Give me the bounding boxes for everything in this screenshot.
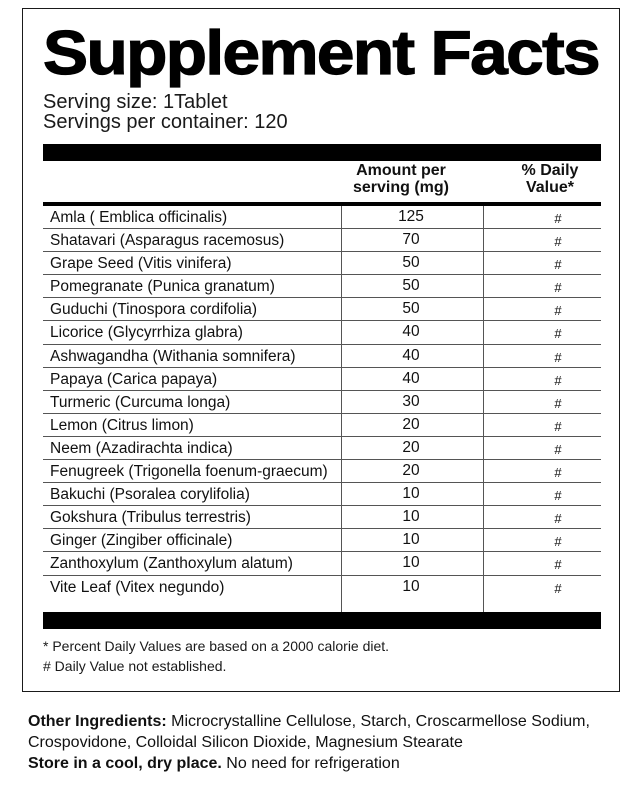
ingredient-daily-value: # (554, 534, 562, 550)
serving-size: Serving size: 1Tablet (43, 91, 228, 113)
amount-column-header: Amount per serving (mg) (352, 162, 449, 196)
ingredient-amount: 50 (402, 254, 420, 272)
ingredient-name: Ginger (Zingiber officinale) (50, 532, 233, 550)
ingredients-table (43, 206, 601, 599)
ingredient-row (43, 321, 601, 344)
ingredient-name: Bakuchi (Psoralea corylifolia) (50, 486, 250, 504)
ingredient-name: Vite Leaf (Vitex negundo) (50, 578, 225, 596)
ingredient-amount: 20 (402, 438, 420, 456)
footnote-percent: * Percent Daily Values are based on a 2000 calorie diet. (43, 638, 390, 654)
footnote-not-established: # Daily Value not established. (43, 658, 227, 674)
ingredient-row (43, 576, 601, 599)
ingredient-amount: 40 (402, 369, 420, 387)
serving-info (43, 92, 288, 132)
ingredient-name: Ashwagandha (Withania somnifera) (50, 347, 296, 365)
ingredient-daily-value: # (554, 303, 562, 319)
ingredient-amount: 10 (402, 554, 420, 572)
ingredient-amount: 50 (402, 300, 420, 318)
ingredient-daily-value: # (554, 234, 562, 250)
ingredient-name: Papaya (Carica papaya) (50, 370, 218, 388)
ingredient-amount: 10 (402, 508, 420, 526)
ingredient-row (43, 506, 601, 529)
ingredient-amount: 70 (402, 231, 420, 249)
ingredient-row (43, 437, 601, 460)
ingredient-amount: 20 (402, 462, 420, 480)
other-ingredients (28, 711, 628, 753)
ingredient-row (43, 298, 601, 321)
ingredient-row (43, 460, 601, 483)
ingredient-row (43, 552, 601, 575)
ingredient-name: Fenugreek (Trigonella foenum-graecum) (50, 463, 328, 481)
ingredient-name: Gokshura (Tribulus terrestris) (50, 509, 251, 527)
ingredient-name: Amla ( Emblica officinalis) (50, 209, 228, 226)
bottom-thick-rule (43, 612, 601, 629)
ingredient-amount: 40 (402, 346, 420, 364)
daily-value-column-header: % Daily Value* (521, 162, 579, 196)
ingredient-row (43, 414, 601, 437)
ingredient-row (43, 206, 601, 229)
panel-title: Supplement Facts (43, 19, 599, 88)
ingredient-daily-value: # (554, 511, 562, 527)
ingredient-row (43, 529, 601, 552)
ingredient-daily-value: # (554, 488, 562, 504)
storage-text: No need for refrigeration (221, 755, 400, 772)
ingredient-amount: 10 (402, 531, 420, 549)
supplement-facts-panel (22, 8, 620, 692)
ingredient-daily-value: # (554, 280, 562, 296)
ingredient-row (43, 252, 601, 275)
ingredient-amount: 40 (402, 323, 420, 341)
ingredient-name: Zanthoxylum (Zanthoxylum alatum) (50, 555, 293, 573)
other-ingredients-text: Microcrystalline Cellulose, Starch, Croscarmellose Sodium, Crospovidone, Colloidal Silicon Dioxide, Magnesium Stearate (28, 713, 590, 751)
ingredient-amount: 10 (402, 485, 420, 503)
ingredient-row (43, 391, 601, 414)
ingredient-row (43, 368, 601, 391)
other-ingredients-block (28, 711, 628, 774)
ingredient-name: Turmeric (Curcuma longa) (50, 393, 231, 411)
ingredient-daily-value: # (554, 395, 562, 411)
ingredient-amount: 20 (402, 415, 420, 433)
top-thick-rule (43, 144, 601, 161)
storage-label: Store in a cool, dry place. (28, 755, 222, 772)
ingredient-name: Neem (Azadirachta indica) (50, 439, 233, 457)
ingredient-daily-value: # (554, 257, 562, 273)
ingredient-name: Grape Seed (Vitis vinifera) (50, 255, 232, 273)
ingredient-daily-value: # (554, 372, 562, 388)
ingredient-daily-value: # (554, 418, 562, 434)
storage-instructions (28, 753, 628, 774)
ingredient-daily-value: # (554, 465, 562, 481)
ingredient-name: Licorice (Glycyrrhiza glabra) (50, 324, 243, 342)
ingredient-name: Shatavari (Asparagus racemosus) (50, 232, 285, 250)
ingredient-row (43, 229, 601, 252)
ingredient-row (43, 275, 601, 298)
ingredient-amount: 125 (398, 208, 424, 225)
ingredient-daily-value: # (554, 557, 562, 573)
ingredient-name: Lemon (Citrus limon) (50, 416, 194, 434)
ingredient-daily-value: # (554, 580, 562, 596)
ingredient-row (43, 483, 601, 506)
ingredient-name: Pomegranate (Punica granatum) (50, 278, 275, 296)
ingredient-amount: 50 (402, 277, 420, 295)
ingredient-daily-value: # (554, 441, 562, 457)
other-ingredients-label: Other Ingredients: (28, 713, 167, 730)
ingredient-amount: 30 (402, 392, 420, 410)
servings-per-container: Servings per container: 120 (43, 111, 288, 133)
ingredient-daily-value: # (554, 326, 562, 342)
ingredient-name: Guduchi (Tinospora cordifolia) (50, 301, 258, 319)
ingredient-row (43, 345, 601, 368)
ingredient-daily-value: # (554, 211, 562, 226)
ingredient-amount: 10 (402, 577, 420, 595)
ingredient-daily-value: # (554, 349, 562, 365)
